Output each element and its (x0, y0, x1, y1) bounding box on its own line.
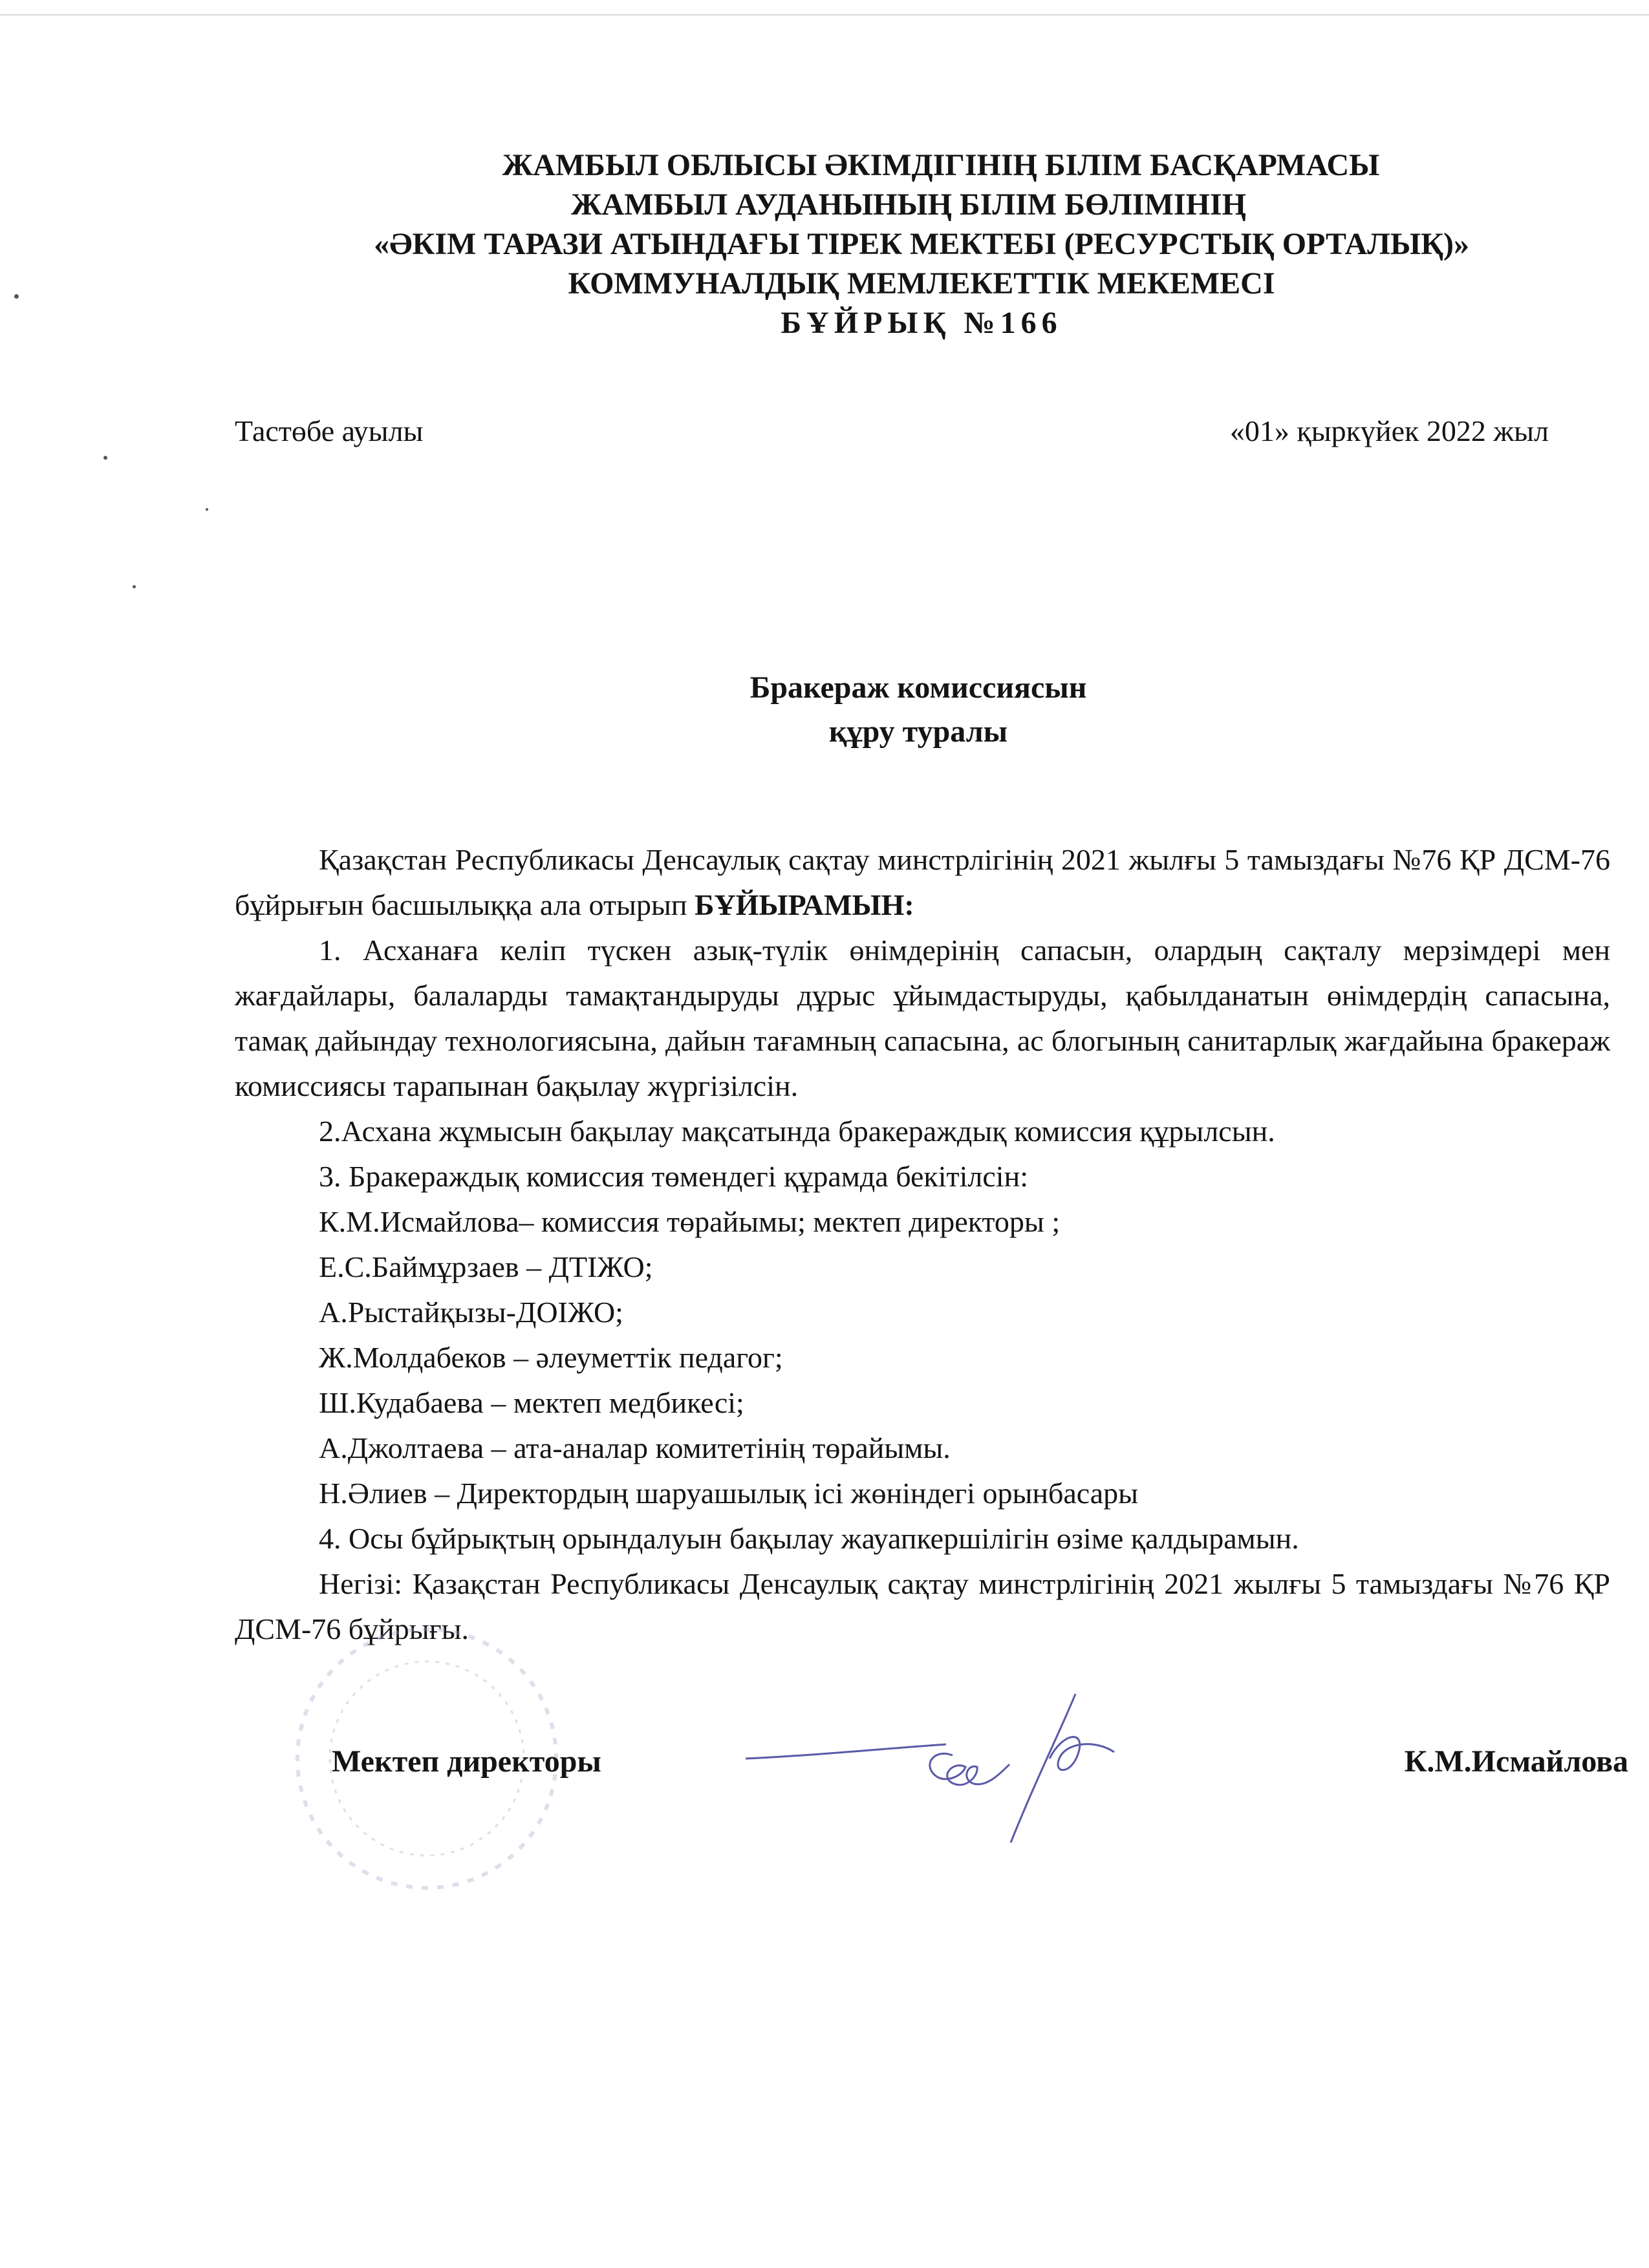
header-line-4: КОММУНАЛДЫҚ МЕМЛЕКЕТТІК МЕКЕМЕСІ (568, 266, 1275, 301)
preamble-paragraph (235, 837, 1610, 928)
signature-name: К.М.Исмайлова (1404, 1744, 1628, 1779)
member-line: Ж.Молдабеков – әлеуметтік педагог; (319, 1341, 783, 1374)
member-line: А.Рыстайқызы-ДОІЖО; (319, 1296, 623, 1329)
title-line-2: құру туралы (828, 714, 1008, 749)
place-label: Тастөбе ауылы (235, 414, 424, 447)
scan-speck (206, 508, 208, 511)
signature-row (332, 1736, 1628, 1865)
item-4: 4. Осы бұйрықтың орындалуын бақылау жауапкершілігін өзіме қалдырамын. (319, 1522, 1299, 1555)
preamble-text: Қазақстан Республикасы Денсаулық сақтау минстрлігінің 2021 жылғы 5 тамыздағы №76 ҚР ДСМ-76 бұйрығын басшылыққа ала отырып (235, 843, 1610, 921)
preamble-command: БҰЙЫРАМЫН: (694, 888, 914, 921)
scan-speck (133, 585, 136, 588)
member-line: Ш.Кудабаева – мектеп медбикесі; (319, 1386, 744, 1419)
date-label: «01» қыркүйек 2022 жыл (1229, 414, 1549, 447)
scan-speck (14, 294, 19, 299)
item-1: 1. Асханаға келіп түскен азық-түлік өнімдерінің сапасын, олардың сақталу мерзімдері мен жағдайлары, балаларды тамақтандыруды дұрыс ұйымдастыруды, қабылданатын өнімдердің сапасына, тамақ дайындау технологиясына, дайын тағамның сапасына, ас блогының санитарлық жағдайына бракераж комиссиясы тарапынан бақылау жүргізілсін. (235, 934, 1610, 1102)
title-line-1: Бракераж комиссиясын (749, 670, 1087, 705)
member-line: А.Джолтаева – ата-аналар комитетінің төрайымы. (319, 1431, 951, 1464)
header-line-2: ЖАМБЫЛ АУДАНЫНЫҢ БІЛІМ БӨЛІМІНІҢ (571, 187, 1246, 222)
document-body (235, 837, 1610, 1652)
scan-speck (103, 456, 107, 460)
scan-edge-line (0, 14, 1649, 16)
basis-paragraph: Негізі: Қазақстан Республикасы Денсаулық сақтау минстрлігінің 2021 жылғы 5 тамыздағы №76 ҚР ДСМ-76 бұйрығы. (235, 1567, 1610, 1645)
document-header (194, 145, 1649, 343)
member-line: Н.Әлиев – Директордың шаруашылық ісі жөніндегі орынбасары (319, 1477, 1139, 1510)
header-line-1: ЖАМБЫЛ ОБЛЫСЫ ӘКІМДІГІНІҢ БІЛІМ БАСҚАРМАСЫ (502, 148, 1380, 182)
signature-role: Мектеп директоры (332, 1744, 601, 1779)
signature-mark-icon (739, 1687, 1140, 1856)
header-line-3: «ӘКІМ ТАРАЗИ АТЫНДАҒЫ ТІРЕК МЕКТЕБІ (РЕСУРСТЫҚ ОРТАЛЫҚ)» (374, 227, 1469, 261)
item-2: 2.Асхана жұмысын бақылау мақсатында бракераждық комиссия құрылсын. (319, 1115, 1275, 1148)
order-number: БҰЙРЫҚ №166 (781, 306, 1062, 340)
member-line: К.М.Исмайлова– комиссия төрайымы; мектеп директоры ; (319, 1205, 1061, 1238)
member-line: Е.С.Баймұрзаев – ДТІЖО; (319, 1250, 653, 1283)
item-3: 3. Бракераждық комиссия төмендегі құрамда бекітілсін: (319, 1160, 1028, 1193)
document-title (595, 666, 1242, 754)
